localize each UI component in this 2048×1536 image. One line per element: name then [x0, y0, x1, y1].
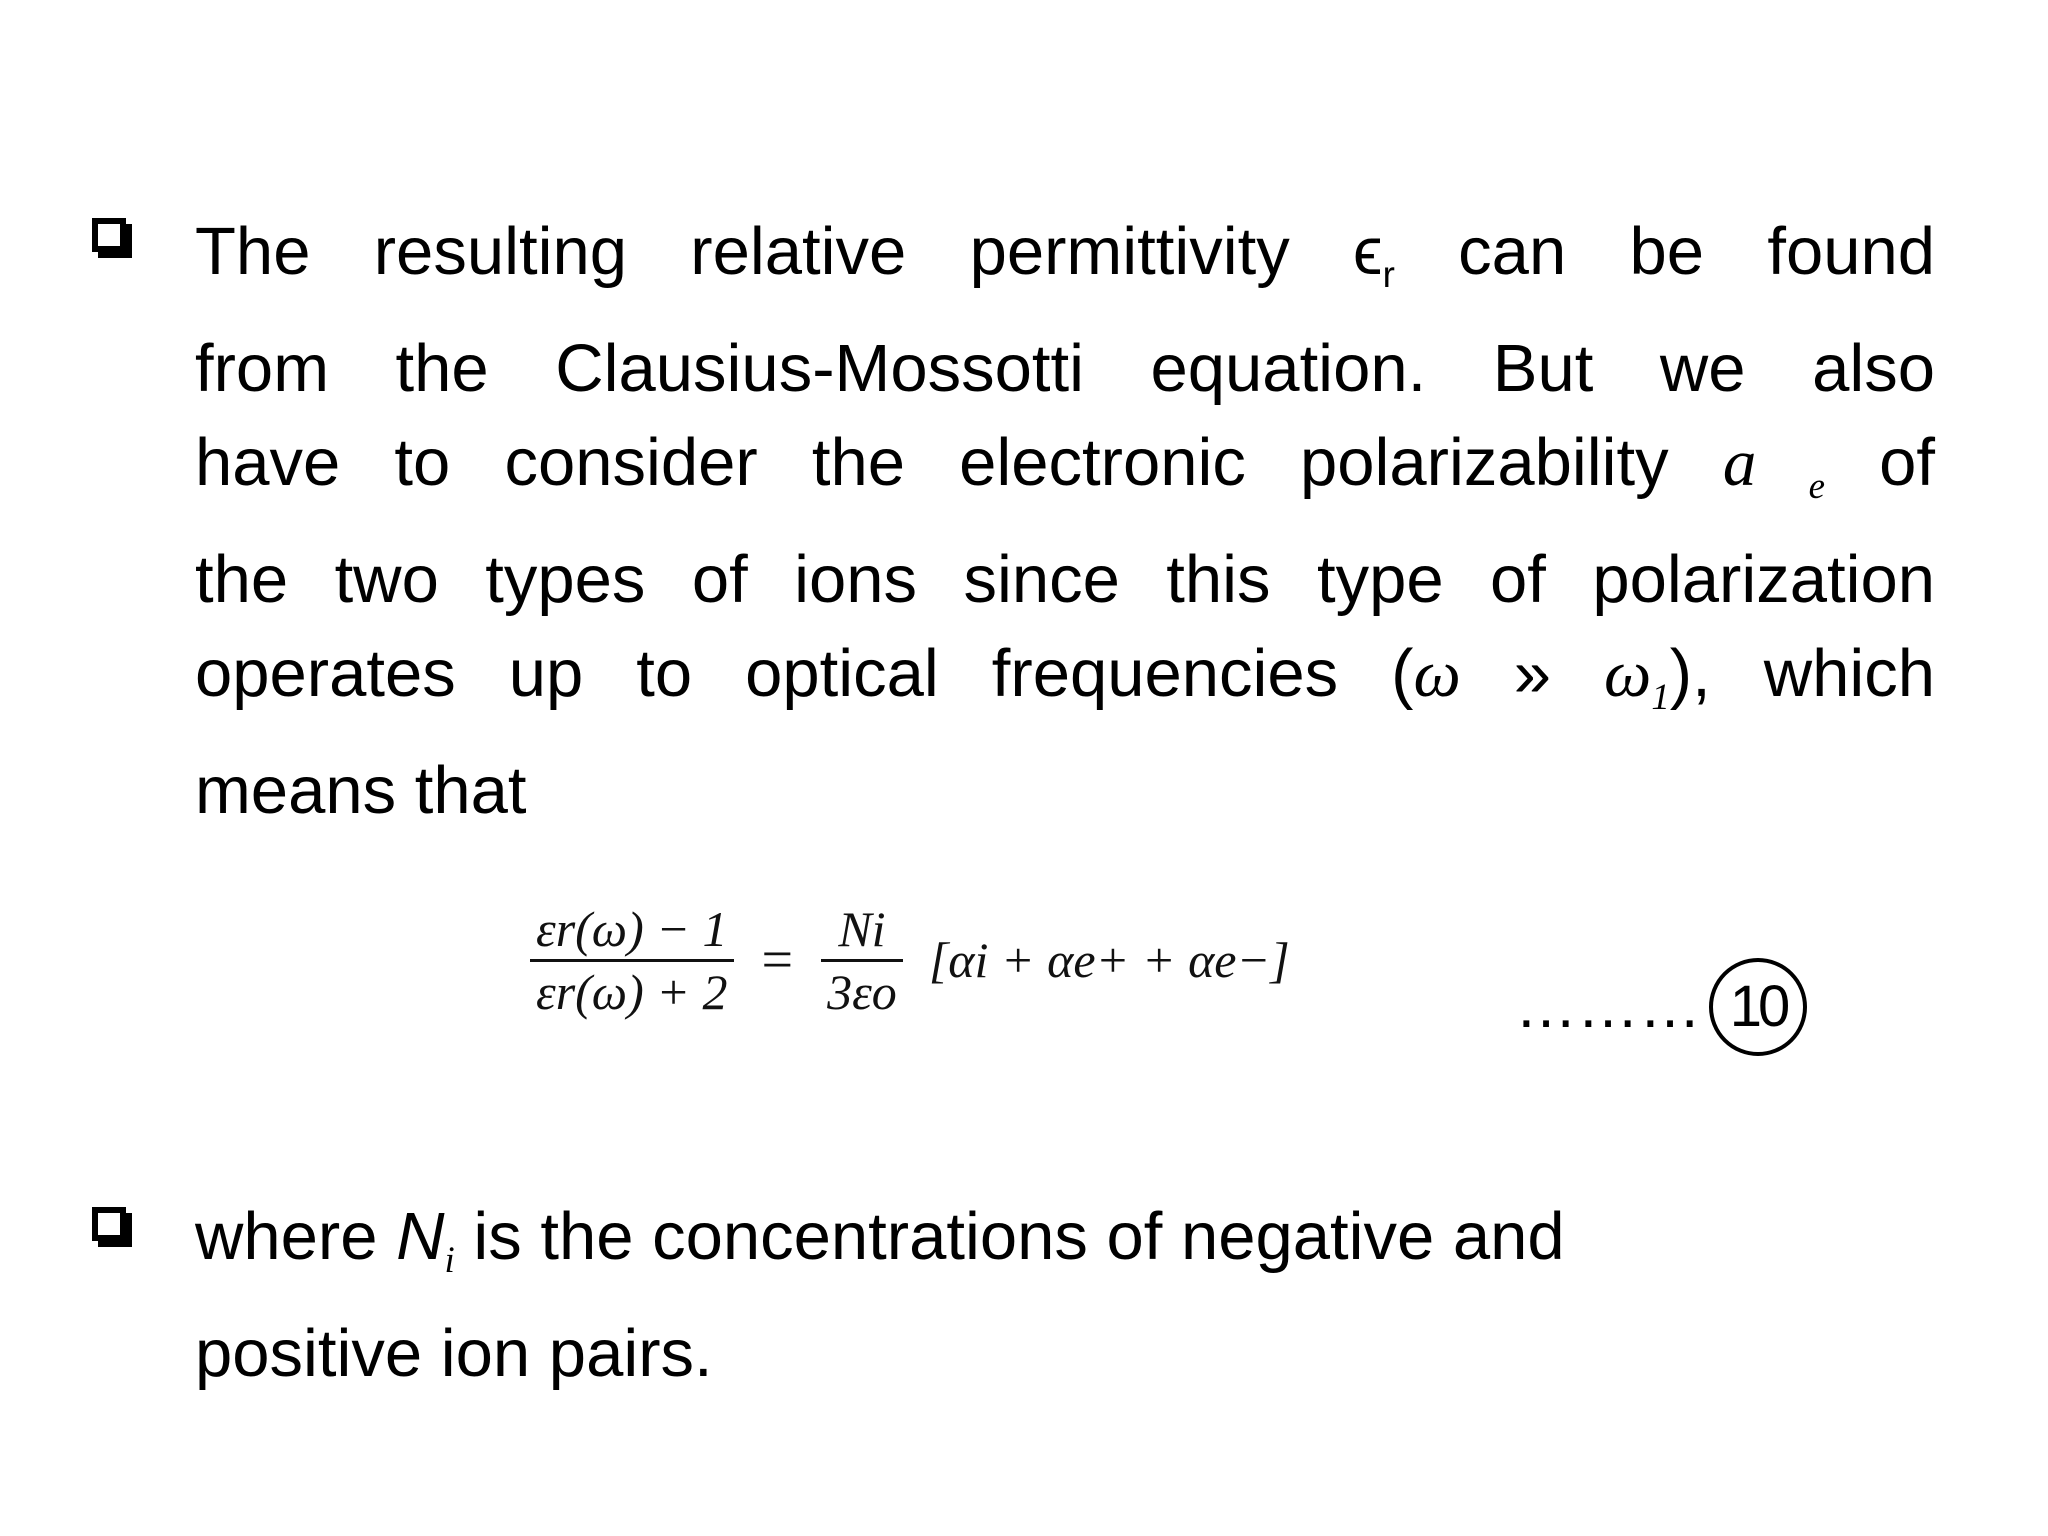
rhs-numerator: Ni	[838, 900, 886, 957]
equation-dots: ………	[1515, 972, 1701, 1041]
checkbox-bullet-icon	[92, 218, 126, 252]
clausius-mossotti-equation	[520, 880, 1290, 1040]
paragraph-1-line-1: The resulting relative permittivity $\epsilon_r$ can be found	[195, 214, 1935, 295]
paragraph-2	[195, 1190, 1935, 1401]
polarizability-sum: [αi + αe+ + αe−]	[928, 932, 1290, 988]
ni-symbol: $N_i$	[396, 1199, 455, 1280]
rhs-denominator: 3εo	[827, 963, 897, 1020]
rhs-fraction	[821, 899, 903, 1022]
paragraph-2-line-2: positive ion pairs.	[195, 1315, 713, 1391]
paragraph-1-line-2: from the Clausius-Mossotti equation. But we also	[195, 330, 1935, 406]
epsilon-subscript: r	[1382, 253, 1395, 295]
paragraph-1-line-3: have to consider the electronic polarizability a $_e$ of	[195, 424, 1936, 506]
paragraph-1-line-6: means that	[195, 752, 527, 828]
lhs-numerator: εr(ω) − 1	[536, 900, 728, 957]
paragraph-1-line-4: the two types of ions since this type of polarization	[195, 541, 1935, 617]
paragraph-1-line-5: operates up to optical frequencies (ω » $\omega_1$), which	[195, 635, 1935, 717]
equation-number	[1515, 958, 1807, 1056]
lhs-denominator: εr(ω) + 2	[536, 963, 728, 1020]
omega-symbol: ω	[1413, 636, 1461, 711]
equals-sign: =	[761, 929, 794, 991]
omega1-symbol: $\omega_1$	[1604, 636, 1670, 717]
paragraph-2-line-1: where $N_i$ is the concentrations of negative and	[195, 1199, 1565, 1280]
paragraph-1	[195, 205, 1935, 838]
checkbox-bullet-icon	[92, 1207, 126, 1241]
alpha-e-symbol: a $_e$	[1722, 425, 1825, 506]
lhs-fraction	[530, 899, 734, 1022]
circled-number-icon: 10	[1709, 958, 1807, 1056]
